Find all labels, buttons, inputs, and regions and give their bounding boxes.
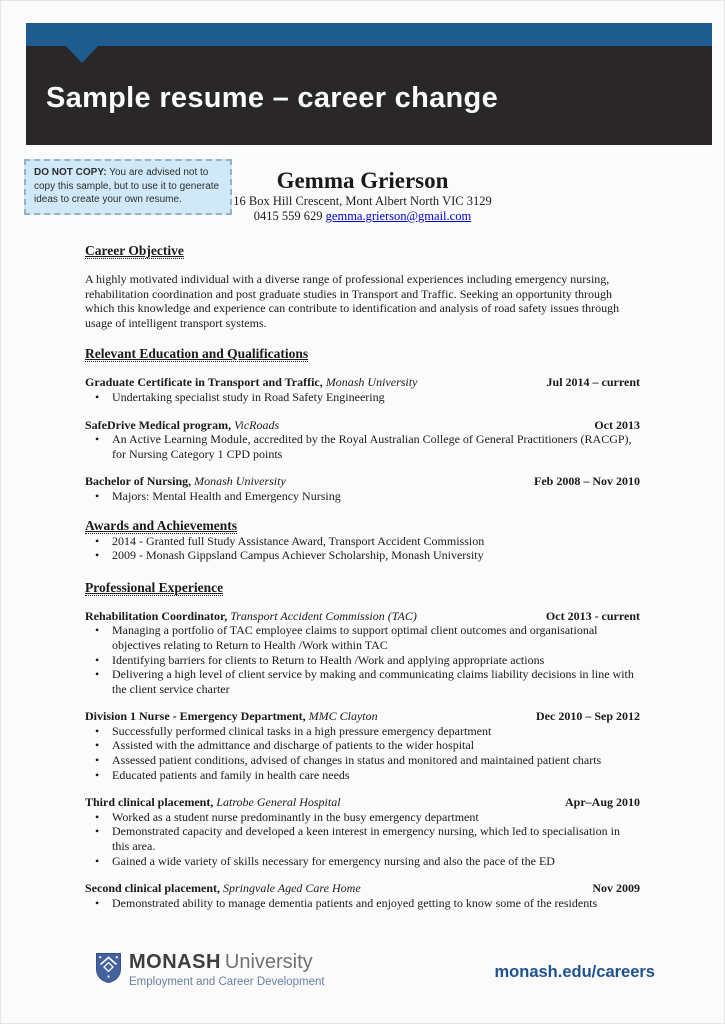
bullet-item: • Undertaking specialist study in Road Safety Engineering (85, 390, 640, 405)
candidate-phone: 0415 559 629 (253, 209, 323, 223)
contact-block (0, 167, 725, 224)
bullet-item: • Assisted with the admittance and discharge of patients to the wider hospital (85, 738, 640, 753)
monash-shield-icon (96, 953, 121, 988)
bullet-item: • Educated patients and family in health care needs (85, 768, 640, 783)
education-date: Jul 2014 – current (546, 375, 640, 390)
education-entry (85, 375, 640, 404)
bullet-item: • Assessed patient conditions, advised of changes in status and monitored and maintained patient charts (85, 753, 640, 768)
careers-url-link[interactable]: monash.edu/careers (494, 963, 655, 981)
section-heading-education: Relevant Education and Qualifications (85, 346, 309, 362)
resume-body (85, 243, 640, 910)
monash-logo (96, 951, 325, 989)
bullet-item: • Identifying barriers for clients to Return to Health /Work and applying appropriate actions (85, 653, 640, 668)
experience-entry (85, 881, 640, 910)
experience-title: Third clinical placement, Latrobe General Hospital (85, 795, 341, 810)
logo-university-text: University (224, 951, 313, 973)
experience-date: Nov 2009 (592, 881, 640, 896)
bullet-item: • An Active Learning Module, accredited by the Royal Australian College of General Practitioners (RACGP), for Nursing Category 1 CPD points (85, 432, 640, 461)
bullet-item: • Majors: Mental Health and Emergency Nursing (85, 489, 640, 504)
awards-list (85, 534, 640, 563)
experience-entry (85, 609, 640, 697)
education-entry (85, 418, 640, 462)
logo-tagline: Employment and Career Development (129, 976, 325, 988)
notice-label: DO NOT COPY: (34, 167, 107, 178)
bullet-item: • Gained a wide variety of skills necessary for emergency nursing and also the pace of the ED (85, 854, 640, 869)
education-date: Feb 2008 – Nov 2010 (534, 474, 640, 489)
career-objective-text: A highly motivated individual with a diverse range of professional experiences including emergency nursing, rehabilitation coordination and post graduate studies in Transport and Traffic. Seeking an opportunity through which this knowledge and experience can contribute to identification and analysis of road safety issues through usage of intelligent transport systems. (85, 272, 620, 330)
experience-entry (85, 709, 640, 782)
experience-title: Rehabilitation Coordinator, Transport Accident Commission (TAC) (85, 608, 417, 623)
experience-title: Second clinical placement, Springvale Aged Care Home (85, 881, 361, 896)
page-title: Sample resume – career change (46, 82, 498, 114)
bullet-item: • Successfully performed clinical tasks in a high pressure emergency department (85, 724, 640, 739)
header-blue-bar (26, 23, 712, 46)
education-date: Oct 2013 (594, 417, 640, 432)
education-entry (85, 474, 640, 503)
bullet-item: • 2014 - Granted full Study Assistance Award, Transport Accident Commission (85, 534, 640, 549)
bullet-item: • Demonstrated ability to manage dementia patients and enjoyed getting to know some of the residents (85, 896, 640, 911)
experience-date: Dec 2010 – Sep 2012 (536, 709, 640, 724)
experience-date: Apr–Aug 2010 (564, 795, 640, 810)
logo-monash-text: MONASH (129, 951, 221, 973)
experience-date: Oct 2013 - current (545, 608, 640, 623)
education-title: SafeDrive Medical program, VicRoads (85, 417, 280, 432)
header-notch-triangle (66, 46, 98, 63)
candidate-address: 16 Box Hill Crescent, Mont Albert North VIC 3129 (233, 194, 492, 208)
bullet-item: • Delivering a high level of client service by making and communicating claims liability decisions in line with the client service charter (85, 667, 640, 696)
section-heading-experience: Professional Experience (85, 579, 224, 595)
section-heading-career-objective: Career Objective (85, 243, 184, 258)
bullet-item: • Managing a portfolio of TAC employee claims to support optimal client outcomes and organisational objectives relating to Return to Health /Work within TAC (85, 623, 640, 652)
education-title: Graduate Certificate in Transport and Traffic, Monash University (85, 375, 418, 390)
experience-title: Division 1 Nurse - Emergency Department, MMC Clayton (85, 709, 378, 724)
experience-entry (85, 795, 640, 868)
candidate-email-link[interactable]: gemma.grierson@gmail.com (325, 209, 472, 223)
bullet-item: • Worked as a student nurse predominantly in the busy emergency department (85, 810, 640, 825)
candidate-name: Gemma Grierson (276, 168, 449, 193)
section-heading-awards: Awards and Achievements (85, 517, 238, 533)
bullet-item: • Demonstrated capacity and developed a keen interest in emergency nursing, which led to specialisation in this area. (85, 824, 640, 853)
education-title: Bachelor of Nursing, Monash University (85, 474, 286, 489)
notice-text: You are advised not to copy this sample, but to use it to generate ideas to create your own resume. (34, 167, 220, 205)
bullet-item: • 2009 - Monash Gippsland Campus Achiever Scholarship, Monash University (85, 548, 640, 563)
